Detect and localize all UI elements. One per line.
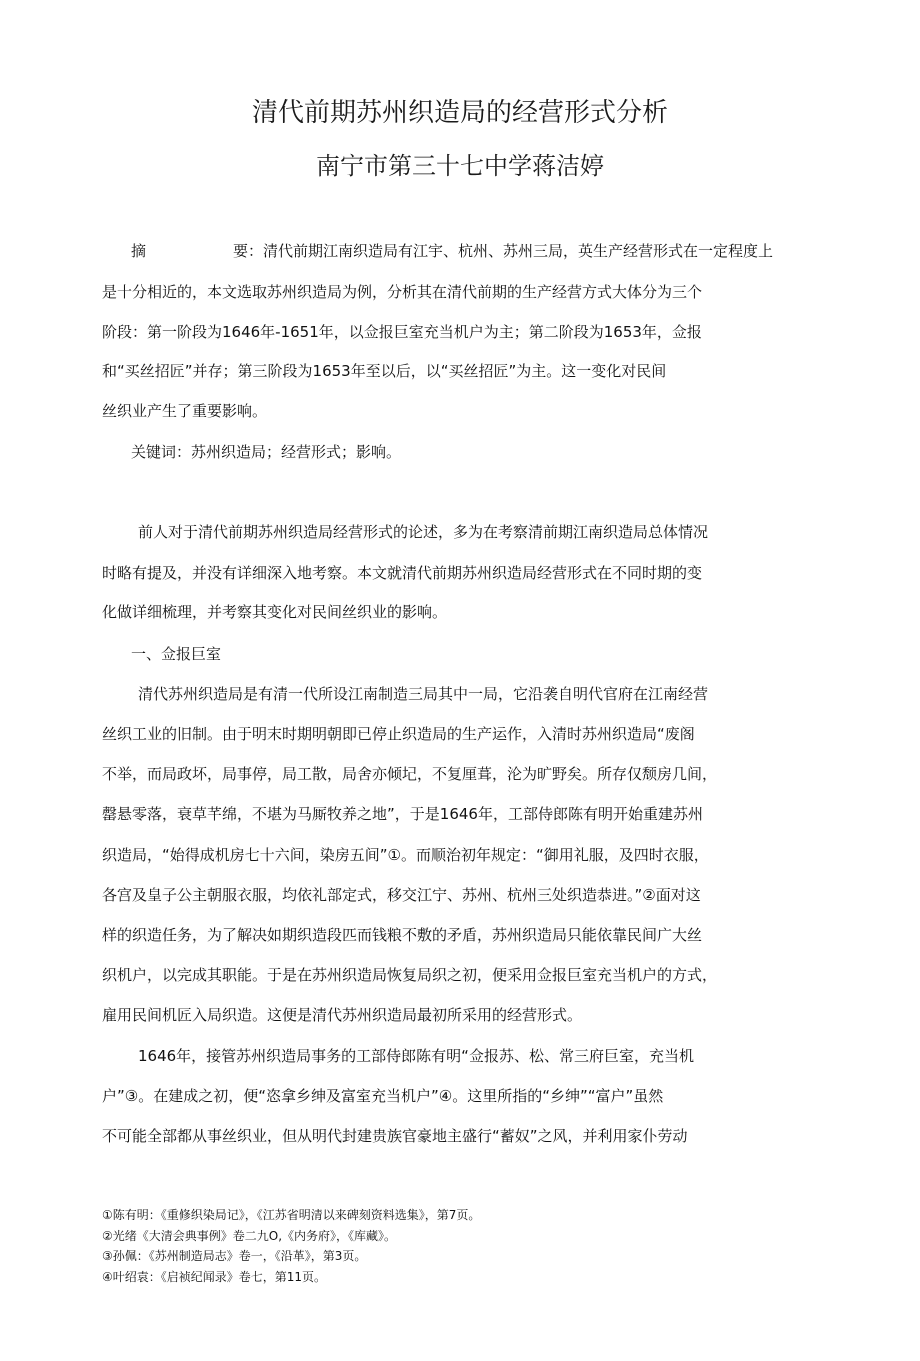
paper-title: 清代前期苏州织造局的经营形式分析: [251, 98, 668, 128]
body-line: 户”③。在建成之初，便“恣拿乡绅及富室充当机户”④。这里所指的“乡绅”“富户”虽然: [102, 1087, 664, 1105]
body-line: 各宫及皇子公主朝服衣服，均依礼部定式，移交江宁、苏州、杭州三处织造恭进。”②面对这: [102, 886, 701, 904]
abstract-line: 阶段：第一阶段为1646年-1651年，以佥报巨室充当机户为主；第二阶段为1653年，佥报: [102, 323, 702, 341]
intro-line: 时略有提及，并没有详细深入地考察。本文就清代前期苏州织造局经营形式在不同时期的变: [102, 564, 703, 582]
footnote: ②光绪《大清会典事例》卷二九O,《内务府》，《库藏》。: [102, 1229, 397, 1243]
body-line: 不可能全部都从事丝织业，但从明代封建贵族官豪地主盛行“蓄奴”之风，并利用家仆劳动: [102, 1127, 688, 1145]
abstract-line: 和“买丝招匠”并存；第三阶段为1653年至以后，以“买丝招匠”为主。这一变化对民间: [102, 362, 667, 380]
intro-line: 化做详细梳理，并考察其变化对民间丝织业的影响。: [102, 603, 448, 621]
body-line: 不举，而局政坏，局事停，局工散，局舍亦倾圮，不复厘葺，沦为旷野矣。所存仅颓房几间，: [102, 765, 718, 783]
abstract-line: 清代前期江南织造局有江宇、杭州、苏州三局，英生产经营形式在一定程度上: [263, 242, 774, 260]
section-heading: 一、佥报巨室: [131, 645, 222, 663]
body-line: 清代苏州织造局是有清一代所设江南制造三局其中一局，它沿袭自明代官府在江南经营: [138, 685, 709, 703]
body-line: 织造局，“始得成机房七十六间，染房五间”①。而顺治初年规定：“御用礼服，及四时衣服，: [102, 846, 709, 864]
body-line: 罄悬零落，衰草芊绵，不堪为马厮牧养之地”，于是1646年，工部侍郎陈有明开始重建苏州: [102, 805, 703, 823]
abstract-label-a: 摘: [131, 242, 147, 260]
intro-line: 前人对于清代前期苏州织造局经营形式的论述，多为在考察清前期江南织造局总体情况: [138, 523, 709, 541]
abstract-line: 丝织业产生了重要影响。: [102, 402, 268, 420]
author-line: 南宁市第三十七中学蒋洁婷: [316, 152, 604, 180]
footnote: ③孙佩：《苏州制造局志》卷一，《沿革》，第3页。: [102, 1249, 367, 1263]
body-line: 样的织造任务，为了解决如期织造段匹而钱粮不敷的矛盾，苏州织造局只能依靠民间广大丝: [102, 926, 703, 944]
body-line: 织机户，以完成其职能。于是在苏州织造局恢复局织之初，便采用佥报巨室充当机户的方式，: [102, 966, 718, 984]
footnote: ①陈有明：《重修织染局记》，《江苏省明清以来碑刻资料选集》，第7页。: [102, 1208, 481, 1222]
keywords-line: 关键词：苏州织造局；经营形式；影响。: [131, 443, 402, 461]
abstract-line: 是十分相近的，本文选取苏州织造局为例，分析其在清代前期的生产经营方式大体分为三个: [102, 283, 703, 301]
footnote: ④叶绍袁：《启祯纪闻录》卷七，第11页。: [102, 1270, 327, 1284]
abstract-label-b: 要：: [233, 242, 264, 260]
body-line: 1646年，接管苏州织造局事务的工部侍郎陈有明“佥报苏、松、常三府巨室，充当机: [138, 1047, 694, 1065]
body-line: 丝织工业的旧制。由于明末时期明朝即已停止织造局的生产运作，入清时苏州织造局“废阁: [102, 725, 695, 743]
body-line: 雇用民间机匠入局织造。这便是清代苏州织造局最初所采用的经营形式。: [102, 1006, 583, 1024]
